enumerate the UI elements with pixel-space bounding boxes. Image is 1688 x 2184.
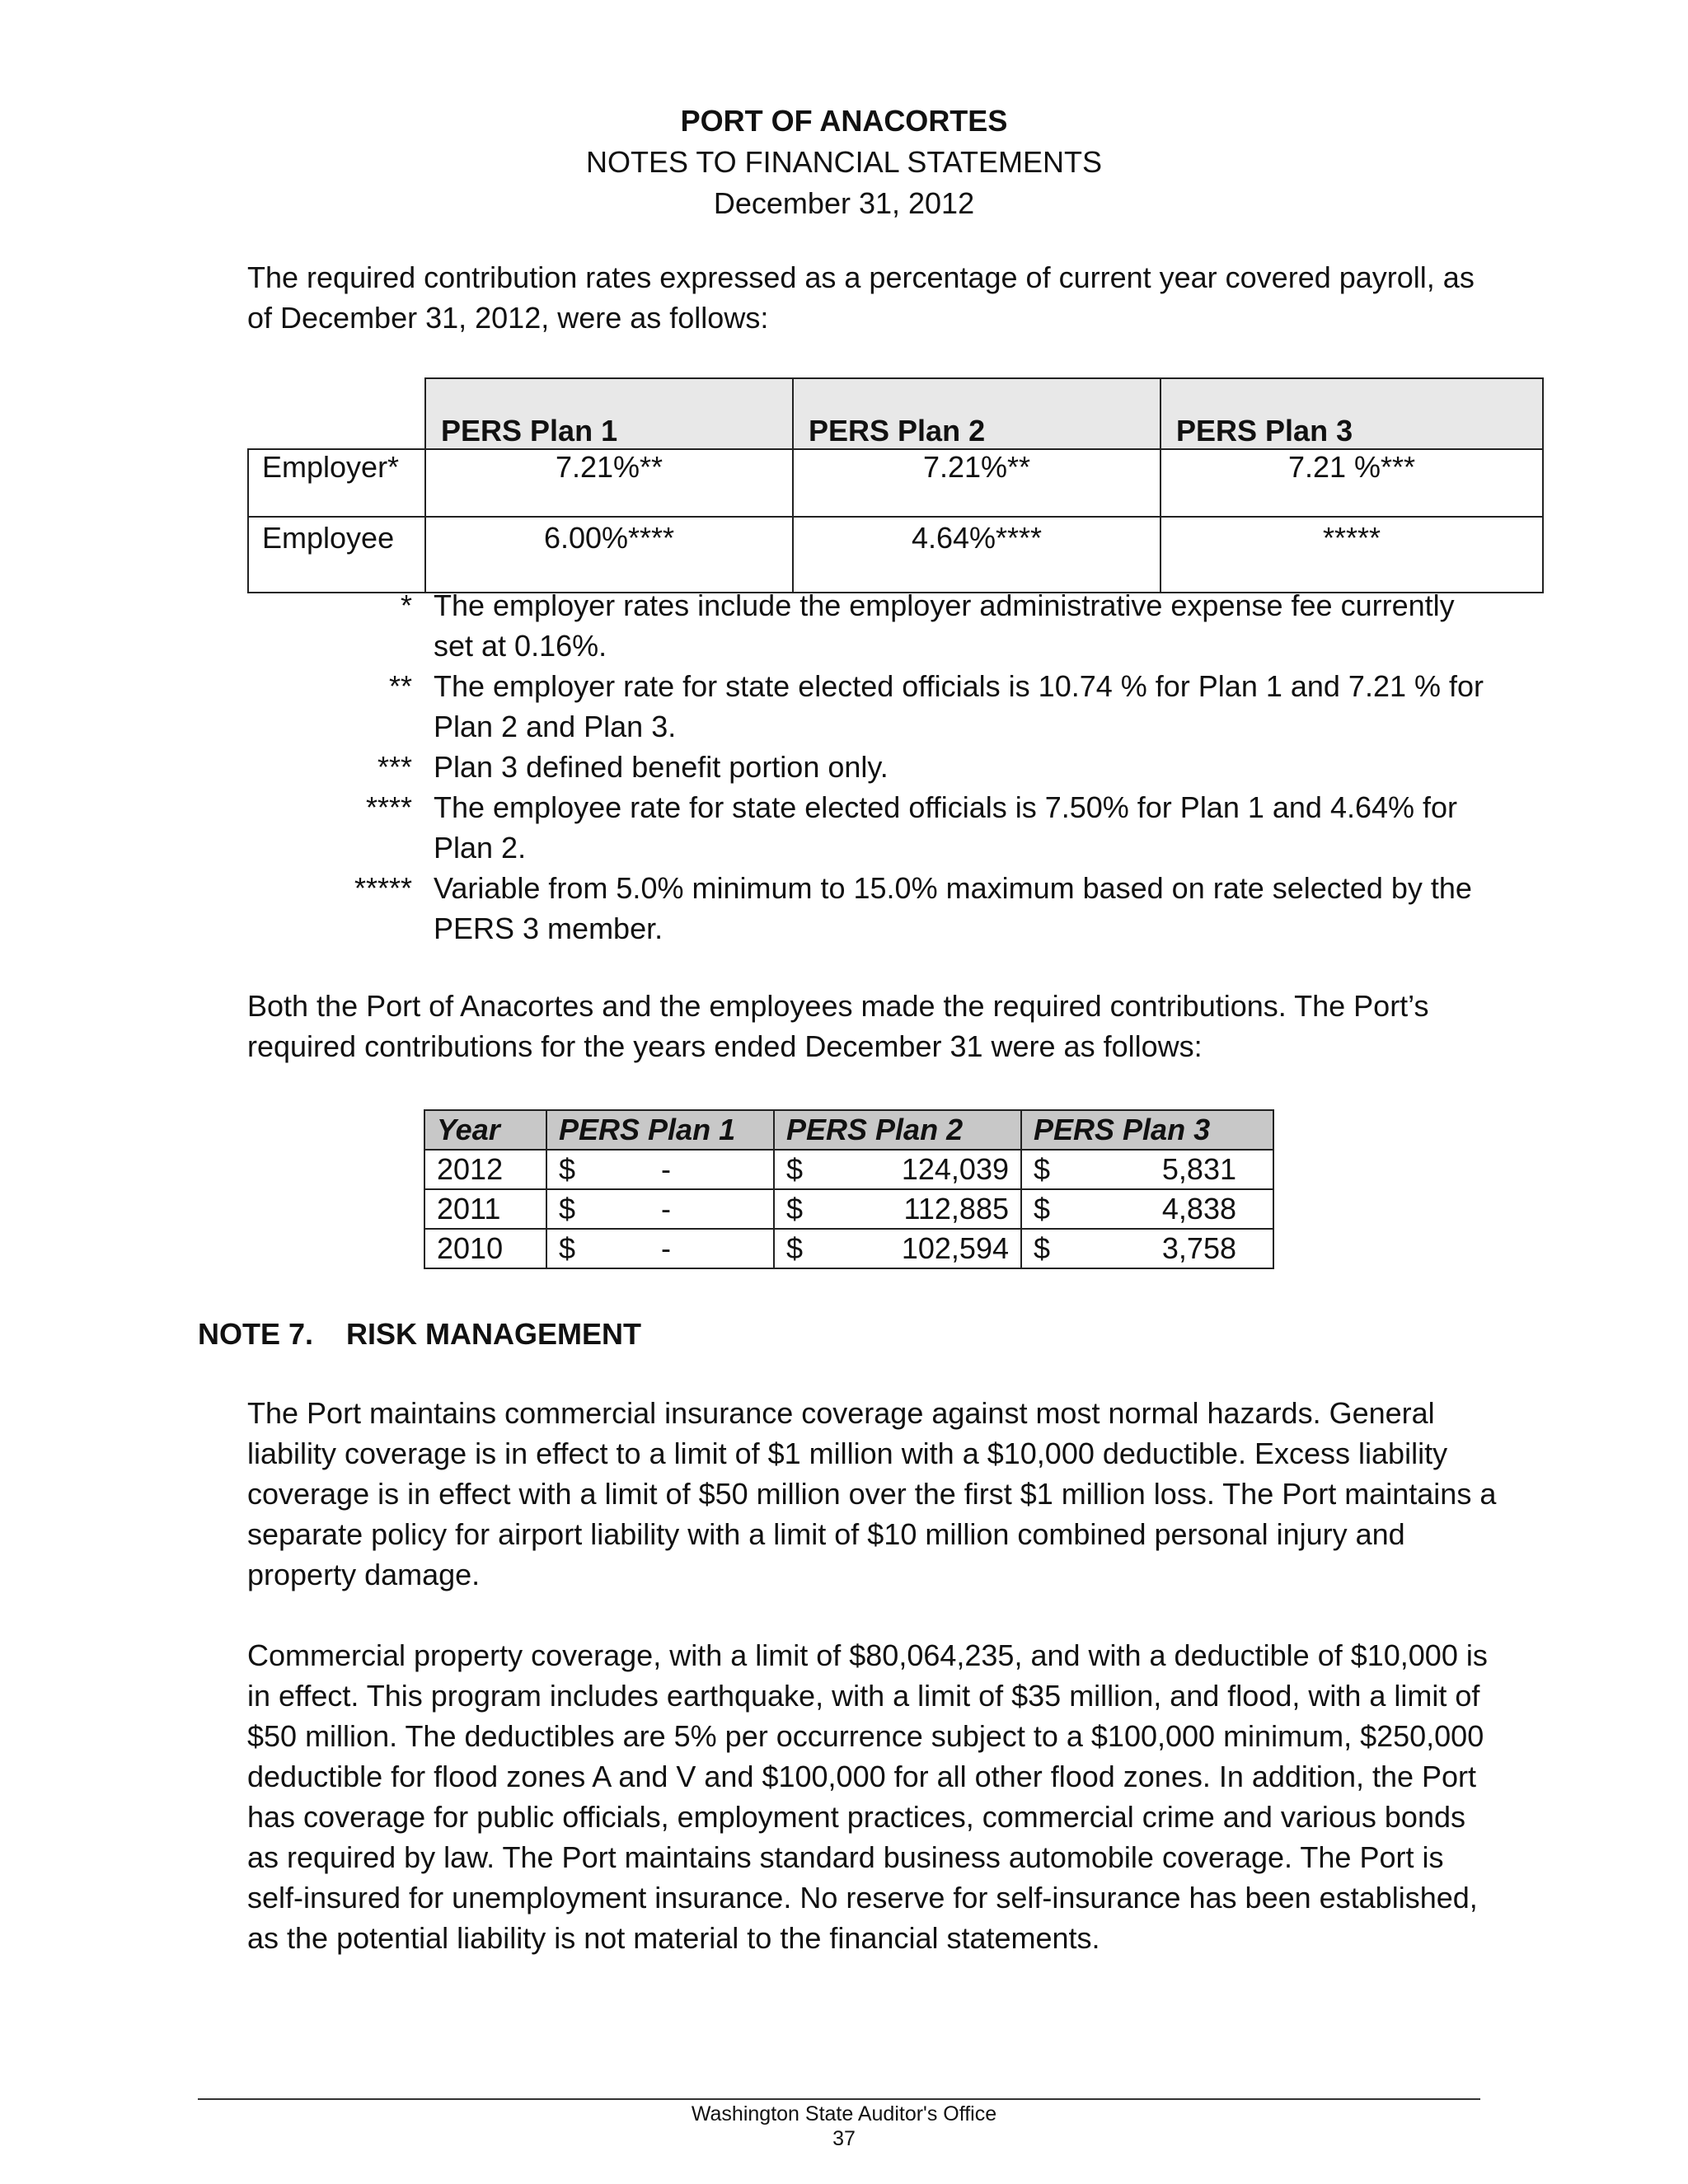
footnote-text: Variable from 5.0% minimum to 15.0% maximum based on rate selected by the PERS 3 member. — [434, 871, 1472, 945]
table-row — [248, 449, 1543, 517]
org-title: PORT OF ANACORTES — [680, 104, 1008, 138]
amount: - — [661, 1152, 671, 1186]
footnote-text: The employer rates include the employer administrative expense fee currently set at 0.16%. — [434, 588, 1455, 663]
footnote-text: The employee rate for state elected officials is 7.50% for Plan 1 and 4.64% for Plan 2. — [434, 790, 1458, 865]
footnote-text: Plan 3 defined benefit portion only. — [434, 750, 889, 784]
column-header: PERS Plan 2 — [793, 378, 1160, 449]
currency-symbol: $ — [786, 1231, 804, 1265]
currency-symbol: $ — [559, 1152, 576, 1186]
table-row — [424, 1189, 1273, 1229]
table-cell: 7.21%** — [425, 449, 793, 517]
footnote — [247, 747, 1500, 787]
column-header: PERS Plan 1 — [546, 1110, 774, 1150]
footnote — [247, 787, 1500, 868]
currency-symbol: $ — [1034, 1231, 1051, 1265]
contributions-paragraph: Both the Port of Anacortes and the employees made the required contributions. The Port’s required contributions for the years ended December 31 were as follows: — [247, 989, 1429, 1063]
year-cell: 2010 — [424, 1229, 546, 1268]
table-cell: ***** — [1160, 517, 1543, 593]
amount: - — [661, 1231, 671, 1265]
amount: 4,838 — [1161, 1192, 1236, 1226]
currency-symbol: $ — [559, 1192, 576, 1226]
column-header: PERS Plan 3 — [1021, 1110, 1273, 1150]
footer-office: Washington State Auditor's Office — [691, 2102, 997, 2125]
table-row — [424, 1150, 1273, 1189]
document-subtitle: NOTES TO FINANCIAL STATEMENTS — [585, 145, 1103, 179]
note-paragraph: The Port maintains commercial insurance coverage against most normal hazards. General liability coverage is in effect to a limit of $1 million with a $10,000 deductible. Excess liability coverage is in effect with a limit of $50 million over the first $1 million loss. The Port maintains a separate policy for airport liability with a limit of $10 million combined personal injury and property damage. — [247, 1396, 1497, 1591]
note-heading — [198, 1314, 641, 1355]
year-cell: 2012 — [424, 1150, 546, 1189]
currency-symbol: $ — [786, 1152, 804, 1186]
footnotes — [247, 585, 1500, 949]
table-cell: 7.21%** — [793, 449, 1160, 517]
row-label: Employer* — [248, 449, 425, 517]
footnote-mark: ***** — [354, 871, 412, 905]
note-title: RISK MANAGEMENT — [346, 1317, 641, 1351]
currency-symbol: $ — [559, 1231, 576, 1265]
table-row — [424, 1229, 1273, 1268]
amount: 124,039 — [901, 1152, 1009, 1186]
table-row — [248, 517, 1543, 593]
footnote — [247, 868, 1500, 949]
contribution-rates-table — [247, 377, 1544, 593]
year-cell: 2011 — [424, 1189, 546, 1229]
amount: - — [661, 1192, 671, 1226]
footnote — [247, 585, 1500, 666]
footnote-mark: * — [400, 588, 412, 622]
footnote-mark: *** — [377, 750, 412, 784]
column-header: PERS Plan 3 — [1160, 378, 1543, 449]
row-label: Employee — [248, 517, 425, 593]
footnote — [247, 666, 1500, 747]
contributions-table — [424, 1109, 1274, 1269]
footnote-text: The employer rate for state elected officials is 10.74 % for Plan 1 and 7.21 % for Plan 2 and Plan 3. — [434, 669, 1484, 743]
currency-symbol: $ — [1034, 1192, 1051, 1226]
currency-symbol: $ — [1034, 1152, 1051, 1186]
amount: 3,758 — [1161, 1231, 1236, 1265]
note-paragraph: Commercial property coverage, with a limit of $80,064,235, and with a deductible of $10,000 is in effect. This program includes earthquake, with a limit of $35 million, and flood, with a limit of $50 million. The deductibles are 5% per occurrence subject to a $100,000 minimum, $250,000 deductible for flood zones A and V and $100,000 for all other flood zones. In addition, the Port has coverage for public officials, employment practices, commercial crime and various bonds as required by law. The Port maintains standard business automobile coverage. The Port is self-insured for unemployment insurance. No reserve for self-insurance has been established, as the potential liability is not material to the financial statements. — [247, 1638, 1488, 1955]
table-cell: 7.21 %*** — [1160, 449, 1543, 517]
footnote-mark: ** — [388, 669, 412, 703]
page-number: 37 — [832, 2127, 856, 2150]
page-footer — [0, 2102, 1688, 2151]
column-header: Year — [424, 1110, 546, 1150]
note-number: NOTE 7. — [198, 1317, 314, 1351]
amount: 102,594 — [901, 1231, 1009, 1265]
amount: 112,885 — [903, 1192, 1009, 1226]
footnote-mark: **** — [365, 790, 412, 824]
table-cell: 6.00%**** — [425, 517, 793, 593]
page-header — [0, 101, 1688, 224]
footer-divider — [198, 2098, 1480, 2100]
intro-paragraph: The required contribution rates expressed as a percentage of current year covered payroll, as of December 31, 2012, were as follows: — [247, 260, 1475, 335]
column-header: PERS Plan 2 — [774, 1110, 1021, 1150]
currency-symbol: $ — [786, 1192, 804, 1226]
column-header: PERS Plan 1 — [425, 378, 793, 449]
amount: 5,831 — [1161, 1152, 1236, 1186]
table-cell: 4.64%**** — [793, 517, 1160, 593]
document-date: December 31, 2012 — [713, 186, 975, 220]
